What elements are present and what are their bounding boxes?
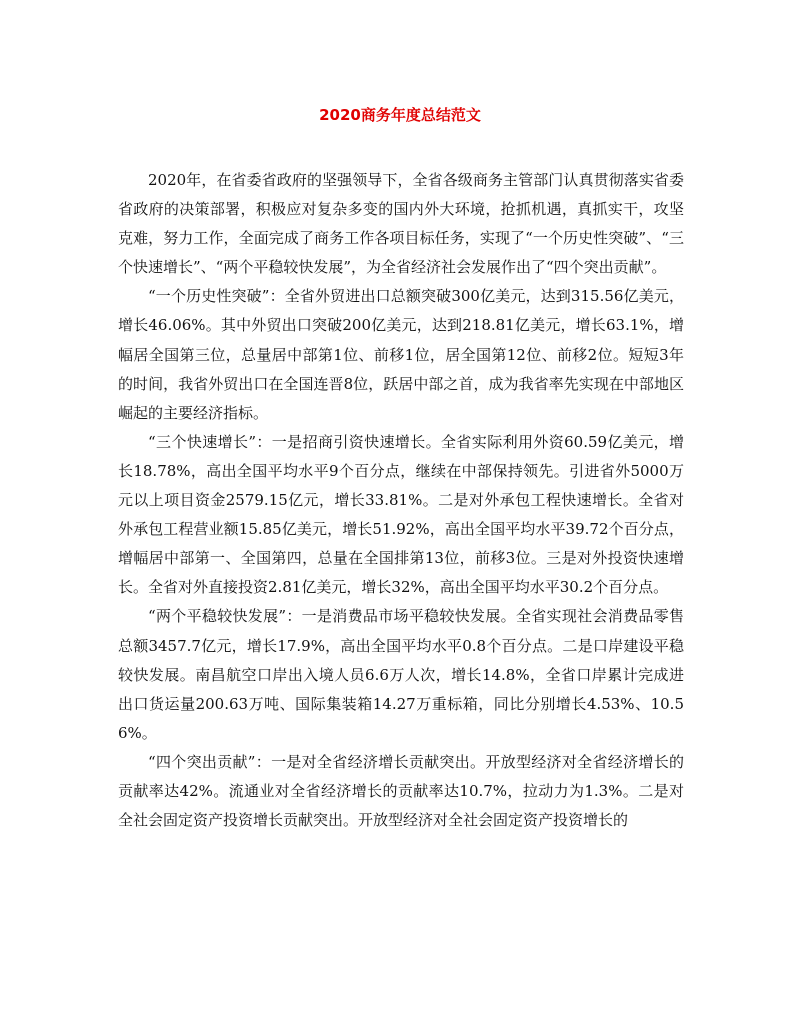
paragraph-historic-breakthrough: “一个历史性突破”：全省外贸进出口总额突破300亿美元，达到315.56亿美元，增长46.06%。其中外贸出口突破200亿美元，达到218.81亿美元，增长63.1%，增幅居全国第三位，总量居中部第1位、前移1位，居全国第12位、前移2位。短短3年的时间，我省外贸出口在全国连晋8位，跃居中部之首，成为我省率先实现在中部地区崛起的主要经济指标。 [118, 287, 684, 422]
paragraph-four-contributions: “四个突出贡献”：一是对全省经济增长贡献突出。开放型经济对全省经济增长的贡献率达42%。流通业对全省经济增长的贡献率达10.7%，拉动力为1.3%。二是对全社会固定资产投资增长贡献突出。开放型经济对全社会固定资产投资增长的 [118, 752, 684, 830]
paragraph-intro: 2020年，在省委省政府的坚强领导下，全省各级商务主管部门认真贯彻落实省委省政府的决策部署，积极应对复杂多变的国内外大环境，抢抓机遇，真抓实干，攻坚克难，努力工作，全面完成了商务工作各项目标任务，实现了“一个历史性突破”、“三个快速增长”、“两个平稳较快发展”，为全省经济社会发展作出了“四个突出贡献”。 [118, 171, 684, 277]
document-title: 2020商务年度总结范文 [319, 106, 481, 124]
document-body [118, 166, 684, 835]
paragraph-three-rapid-growths: “三个快速增长”：一是招商引资快速增长。全省实际利用外资60.59亿美元，增长18.78%，高出全国平均水平9个百分点，继续在中部保持领先。引进省外5000万元以上项目资金2579.15亿元，增长33.81%。二是对外承包工程快速增长。全省对外承包工程营业额15.85亿美元，增长51.92%，高出全国平均水平39.72个百分点，增幅居中部第一、全国第四，总量在全国排第13位，前移3位。三是对外投资快速增长。全省对外直接投资2.81亿美元，增长32%，高出全国平均水平30.2个百分点。 [118, 432, 684, 597]
paragraph-two-steady-developments: “两个平稳较快发展”：一是消费品市场平稳较快发展。全省实现社会消费品零售总额3457.7亿元，增长17.9%，高出全国平均水平0.8个百分点。二是口岸建设平稳较快发展。南昌航空口岸出入境人员6.6万人次，增长14.8%，全省口岸累计完成进出口货运量200.63万吨、国际集装箱14.27万重标箱，同比分别增长4.53%、10.56%。 [118, 607, 684, 742]
